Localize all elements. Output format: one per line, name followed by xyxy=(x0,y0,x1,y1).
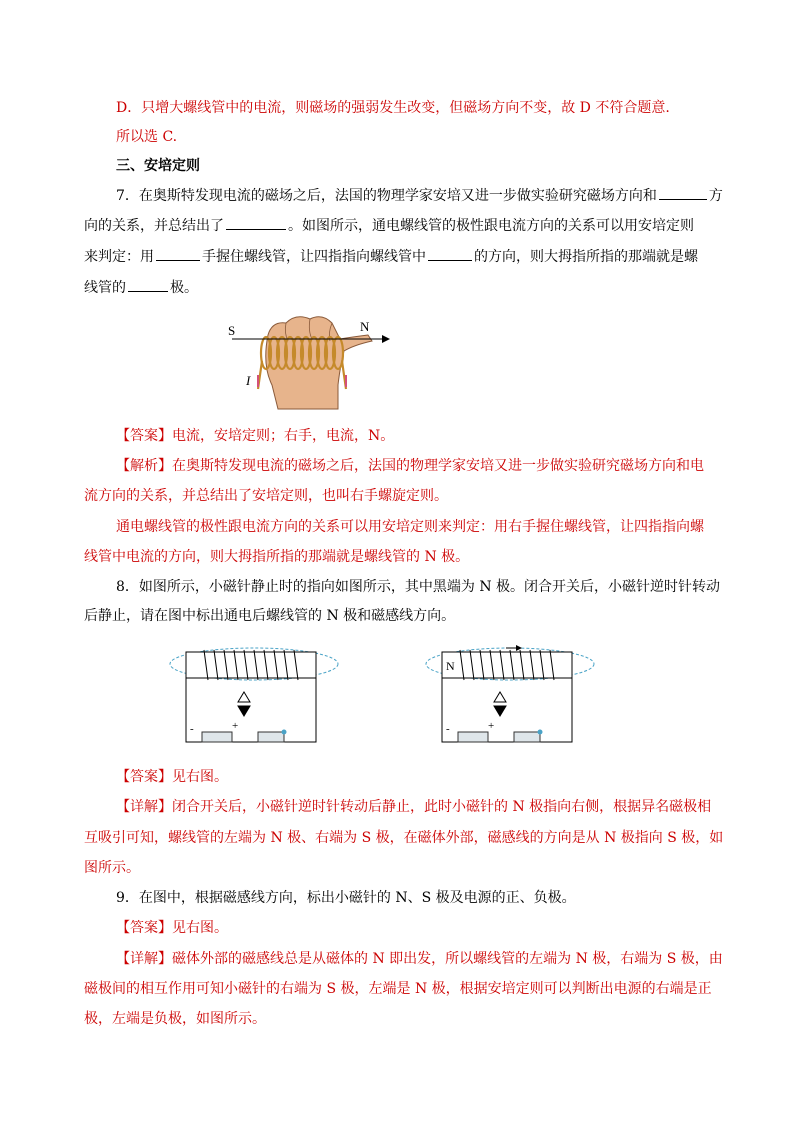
q9-detail-line1: 【详解】磁体外部的磁感线总是从磁体的 N 即出发，所以螺线管的左端为 N 极，右端为 S 极，由 xyxy=(116,951,723,967)
battery xyxy=(458,732,488,742)
switch xyxy=(258,732,284,742)
solenoid-n-label: N xyxy=(446,659,455,673)
compass-needle-bottom xyxy=(494,706,506,716)
q7-text: 手握住螺线管，让四指指向螺线管中 xyxy=(202,249,426,265)
svg-text:+: + xyxy=(488,720,495,732)
q7-text: 方 xyxy=(708,188,723,204)
right-hand-solenoid-figure xyxy=(222,305,402,413)
q7-text: 的方向，则大拇指所指的那端就是螺 xyxy=(474,249,698,265)
prev-conclusion: 所以选 C. xyxy=(116,129,178,145)
q7-analysis-line3: 通电螺线管的极性跟电流方向的关系可以用安培定则来判定：用右手握住螺线管，让四指指向螺 xyxy=(116,519,704,535)
q9-detail-line3: 极，左端是负极，如图所示。 xyxy=(84,1011,266,1027)
q8-detail-line2: 互吸引可知，螺线管的左端为 N 极、右端为 S 极，在磁体外部，磁感线的方向是从 N 极指向 S 极，如 xyxy=(84,830,724,846)
q8-detail-line3: 图所示。 xyxy=(84,860,140,876)
compass-needle-bottom xyxy=(238,706,250,716)
q7-analysis-line1: 【解析】在奥斯特发现电流的磁场之后，法国的物理学家安培又进一步做实验研究磁场方向和电 xyxy=(116,458,704,474)
q7-text: 7．在奥斯特发现电流的磁场之后，法国的物理学家安培又进一步做实验研究磁场方向和 xyxy=(116,188,657,204)
q7-text: 向的关系，并总结出了 xyxy=(84,218,224,234)
label-current: I xyxy=(246,373,251,388)
q8-detail-line1: 【详解】闭合开关后，小磁针逆时针转动后静止，此时小磁针的 N 极指向右侧，根据异名磁极相 xyxy=(116,799,712,815)
q7-stem-line1 xyxy=(116,185,723,206)
q8-stem-line2: 后静止，请在图中标出通电后螺线管的 N 极和磁感线方向。 xyxy=(84,608,456,624)
label-n: N xyxy=(360,319,370,334)
q7-text: 来判定：用 xyxy=(84,249,154,265)
q7-text: 极。 xyxy=(170,280,198,296)
prev-option-d: D．只增大螺线管中的电流，则磁场的强弱发生改变，但磁场方向不变，故 D 不符合题意. xyxy=(116,100,670,116)
svg-text:-: - xyxy=(446,723,450,735)
q9-detail-line2: 磁极间的相互作用可知小磁针的右端为 S 极，左端是 N 极，根据安培定则可以判断出电源的右端是正 xyxy=(84,981,712,997)
q7-analysis-line4: 线管中电流的方向，则大拇指所指的那端就是螺线管的 N 极。 xyxy=(84,549,470,565)
q7-text: 。如图所示，通电螺线管的极性跟电流方向的关系可以用安培定则 xyxy=(288,218,694,234)
section-heading: 三、安培定则 xyxy=(116,158,200,174)
right-circuit xyxy=(426,645,594,742)
battery xyxy=(202,732,232,742)
q7-text: 线管的 xyxy=(84,280,126,296)
field-arrow xyxy=(516,645,522,651)
label-s: S xyxy=(228,323,236,338)
fill-blank xyxy=(156,246,200,261)
fill-blank xyxy=(428,246,472,261)
q9-answer: 【答案】见右图。 xyxy=(116,920,228,936)
q9-stem: 9．在图中，根据磁感线方向，标出小磁针的 N、S 极及电源的正、负极。 xyxy=(116,890,576,906)
compass-needle-top xyxy=(494,692,506,702)
fill-blank xyxy=(226,215,286,230)
solenoid-circuits-figure xyxy=(168,636,638,748)
svg-text:-: - xyxy=(190,723,194,735)
svg-text:+: + xyxy=(232,720,239,732)
q7-stem-line2 xyxy=(84,215,694,236)
switch xyxy=(514,732,540,742)
q7-analysis-line2: 流方向的关系，并总结出了安培定则，也叫右手螺旋定则。 xyxy=(84,488,448,504)
q8-stem-line1: 8．如图所示，小磁针静止时的指向如图所示，其中黑端为 N 极。闭合开关后，小磁针逆时针转动 xyxy=(116,579,721,595)
arrow-head xyxy=(382,335,390,343)
left-circuit xyxy=(170,648,338,742)
compass-needle-top xyxy=(238,692,250,702)
q8-answer: 【答案】见右图。 xyxy=(116,769,228,785)
fill-blank xyxy=(128,277,168,292)
q7-answer: 【答案】电流，安培定则；右手，电流，N。 xyxy=(116,428,395,444)
q7-stem-line4 xyxy=(84,277,198,298)
q7-stem-line3 xyxy=(84,246,698,267)
fill-blank xyxy=(659,185,707,200)
